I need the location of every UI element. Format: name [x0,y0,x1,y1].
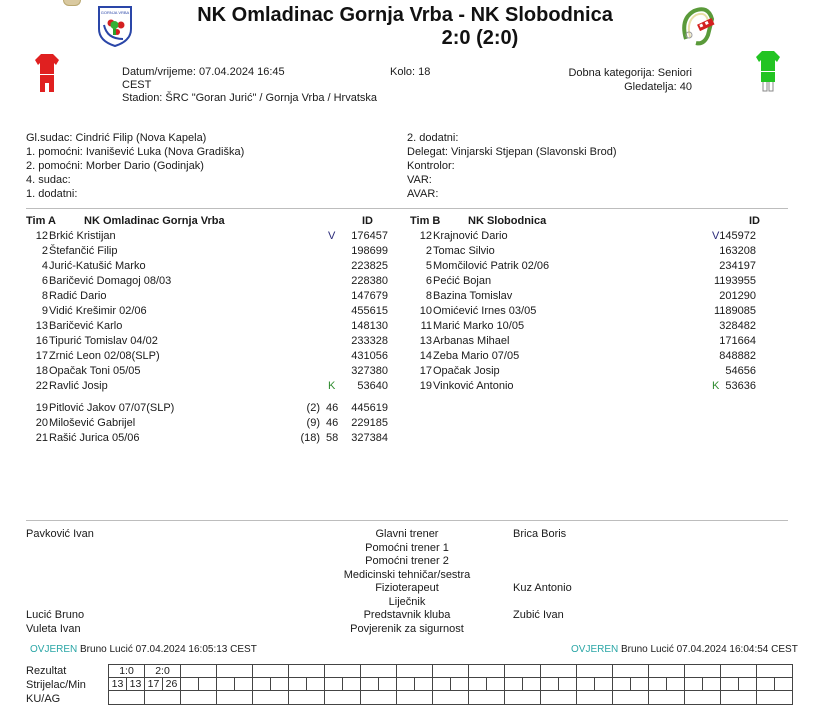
verification-home-text: Bruno Lucić 07.04.2024 16:05:13 CEST [80,644,257,655]
player-row [26,229,390,244]
grid-scorer-cell [541,678,559,691]
grid-result-cell [253,665,289,678]
grid-scorer-cell [469,678,487,691]
officials-right [407,131,617,201]
player-row [410,244,784,259]
verification-away-text: Bruno Lucić 07.04.2024 16:04:54 CEST [621,644,798,655]
player-row [26,349,390,364]
staff-role: Glavni trener [375,528,439,540]
player-number: 17 [419,365,432,377]
player-number: 5 [425,260,432,272]
staff-role: Medicinski tehničar/sestra [343,568,471,581]
official-assistant-2: 2. pomoćni: Morber Dario (Godinjak) [26,160,204,172]
goalkeeper-mark: V [712,230,720,242]
match-timezone: CEST [122,79,152,91]
match-score: 2:0 (2:0) [441,27,519,49]
player-row [410,229,784,244]
age-category: Dobna kategorija: Seniori [568,67,692,79]
player-id: 163208 [719,245,756,257]
player-id: 431056 [351,350,388,362]
player-name: Opačak Josip [433,365,500,377]
player-number: 22 [35,380,48,392]
grid-scorer-cell [451,678,469,691]
grid-label-scorer: Strijelac/Min [26,679,86,691]
grid-scorer-cell [739,678,757,691]
player-row [26,274,390,289]
player-row [26,259,390,274]
player-id: 327380 [351,365,388,377]
player-number: 6 [41,275,48,287]
grid-scorer-cell [217,678,235,691]
team-a-name: NK Omladinac Gornja Vrba [84,215,225,227]
staff-role: Povjerenik za sigurnost [350,622,464,635]
staff-home-name: Pavković Ivan [26,528,94,540]
grid-result-cell [361,665,397,678]
player-id: 228380 [351,275,388,287]
player-name: Marić Marko 10/05 [433,320,525,332]
grid-kuag-cell [757,691,793,705]
player-id: 148130 [351,320,388,332]
official-fourth: 4. sudac: [26,174,71,186]
grid-scorer-cell [235,678,253,691]
grid-result-cell [217,665,253,678]
grid-result-cell [721,665,757,678]
grid-scorer-cell [559,678,577,691]
match-datetime: Datum/vrijeme: 07.04.2024 16:45 [122,66,285,78]
verification-away [571,644,798,655]
official-avar: AVAR: [407,188,439,200]
grid-scorer-cell [595,678,613,691]
player-number: 21 [35,432,48,444]
player-number: 13 [419,335,432,347]
player-row [26,319,390,334]
grid-result-cell [541,665,577,678]
player-name: Opačak Toni 05/05 [49,365,141,377]
grid-scorer-cell [289,678,307,691]
player-number: 17 [35,350,48,362]
grid-scorer-cell: 13 [109,678,127,691]
player-name: Pećić Bojan [433,275,492,287]
player-name: Baričević Karlo [49,320,123,332]
grid-scorer-cell [181,678,199,691]
home-kit-icon [34,53,60,96]
team-b-name: NK Slobodnica [468,215,547,227]
grid-kuag-cell [577,691,613,705]
staff-row [0,609,815,623]
staff-role: Liječnik [388,595,426,608]
grid-kuag-cell [217,691,253,705]
grid-scorer-cell [199,678,217,691]
substitute-row [26,401,390,416]
player-number: 4 [41,260,48,272]
grid-scorer-cell [523,678,541,691]
grid-scorer-cell [649,678,667,691]
staff-row [0,596,815,610]
player-number: 6 [425,275,432,287]
grid-scorer-cell: 26 [163,678,181,691]
grid-kuag-cell [721,691,757,705]
sub-minute: 58 [326,432,339,444]
player-number: 12 [419,230,432,242]
player-number: 8 [425,290,432,302]
replaced-player: (2) [306,402,320,414]
player-id: 327384 [351,432,388,444]
grid-result-cell [577,665,613,678]
grid-result-cell [433,665,469,678]
player-id: 53640 [357,380,388,392]
sub-minute: 46 [326,402,339,414]
player-row [410,289,784,304]
grid-scorer-cell: 17 [145,678,163,691]
player-id: 234197 [719,260,756,272]
official-main-referee: Gl.sudac: Cindrić Filip (Nova Kapela) [26,132,207,144]
staff-row [0,569,815,583]
grid-scorer-cell [505,678,523,691]
captain-mark: K [712,380,720,392]
player-id: 201290 [719,290,756,302]
grid-scorer-cell [757,678,775,691]
staff-row [0,555,815,569]
grid-kuag-cell [109,691,145,705]
grid-kuag-cell [541,691,577,705]
team-a-label: Tim A [26,215,56,227]
replaced-player: (9) [306,417,320,429]
player-name: Pitlović Jakov 07/07(SLP) [49,402,175,414]
team-b-lineup [410,214,784,394]
grid-kuag-cell [397,691,433,705]
staff-home-name: Lucić Bruno [26,609,85,621]
player-number: 2 [425,245,432,257]
svg-text:GORNJA VRBA: GORNJA VRBA [100,10,130,15]
substitute-row [26,416,390,431]
grid-result-cell [685,665,721,678]
staff-role: Pomoćni trener 1 [365,541,449,554]
staff-row [0,623,815,637]
official-assistant-1: 1. pomoćni: Ivanišević Luka (Nova Gradiška) [26,146,245,158]
grid-kuag-cell [613,691,649,705]
staff-away-name: Zubić Ivan [513,609,564,621]
staff-away-name: Brica Boris [513,528,567,540]
player-name: Tomac Silvio [433,245,495,257]
player-name: Arbanas Mihael [433,335,510,347]
player-number: 10 [419,305,432,317]
grid-kuag-cell [253,691,289,705]
team-b-label: Tim B [410,215,441,227]
player-id: 233328 [351,335,388,347]
grid-scorer-cell [361,678,379,691]
staff-row [0,542,815,556]
verification-away-status: OVJEREN [571,644,619,655]
captain-mark: K [328,380,336,392]
grid-kuag-cell [361,691,397,705]
staff-away-name: Kuz Antonio [513,582,572,594]
player-name: Ravlić Josip [49,380,108,392]
spectators: Gledatelja: 40 [624,81,692,93]
player-name: Zrnić Leon 02/08(SLP) [49,350,160,362]
match-stadium: Stadion: ŠRC "Goran Jurić" / Gornja Vrba / Hrvatska [122,92,377,104]
team-b-id-header: ID [749,215,760,227]
grid-result-cell [757,665,793,678]
grid-scorer-cell [487,678,505,691]
grid-row-kuag [109,691,793,705]
staff-home-name: Vuleta Ivan [26,622,81,635]
goalkeeper-mark: V [328,230,336,242]
grid-kuag-cell [289,691,325,705]
grid-scorer-cell [667,678,685,691]
player-name: Omićević Irnes 03/05 [433,305,537,317]
player-name: Krajnović Dario [433,230,508,242]
player-number: 14 [419,350,432,362]
player-id: 198699 [351,245,388,257]
player-row [410,349,784,364]
player-row [410,274,784,289]
official-additional-2: 2. dodatni: [407,132,459,144]
staff-row [0,582,815,596]
player-id: 53636 [725,380,756,392]
player-name: Radić Dario [49,290,107,302]
grid-kuag-cell [181,691,217,705]
grid-scorer-cell [613,678,631,691]
player-id: 223825 [351,260,388,272]
federation-logo [63,0,81,6]
score-grid [108,664,793,705]
grid-kuag-cell [145,691,181,705]
grid-result-cell [181,665,217,678]
player-number: 16 [35,335,48,347]
grid-scorer-cell [703,678,721,691]
grid-scorer-cell [631,678,649,691]
player-name: Brkić Kristijan [49,230,116,242]
grid-result-cell [289,665,325,678]
match-title [140,4,670,50]
grid-scorer-cell [721,678,739,691]
player-id: 1189085 [713,305,756,317]
verification-home [30,644,257,655]
player-id: 54656 [725,365,756,377]
divider-staff [26,520,788,521]
grid-scorer-cell [775,678,793,691]
player-number: 2 [41,245,48,257]
grid-result-cell [469,665,505,678]
player-name: Vidić Krešimir 02/06 [49,305,147,317]
official-additional-1: 1. dodatni: [26,188,78,200]
divider-top [26,208,788,209]
grid-result-cell: 1:0 [109,665,145,678]
player-number: 11 [420,320,432,332]
grid-row-scorer [109,678,793,691]
player-id: 145972 [719,230,756,242]
officials-left [26,131,244,201]
player-id: 455615 [351,305,388,317]
player-number: 19 [35,402,48,414]
player-number: 12 [35,230,48,242]
staff-role: Fizioterapeut [375,582,439,594]
match-round: Kolo: 18 [390,66,431,78]
grid-kuag-cell [325,691,361,705]
grid-kuag-cell [433,691,469,705]
substitute-row [26,431,390,446]
staff-role: Predstavnik kluba [363,609,451,621]
player-row [410,334,784,349]
player-number: 19 [419,380,432,392]
grid-kuag-cell [505,691,541,705]
player-name: Baričević Domagoj 08/03 [49,275,172,287]
staff-section [0,528,815,636]
replaced-player: (18) [300,432,320,444]
player-name: Bazina Tomislav [433,290,513,302]
player-id: 328482 [719,320,756,332]
grid-scorer-cell: 13 [127,678,145,691]
grid-result-cell: 2:0 [145,665,181,678]
player-name: Štefančić Filip [49,245,118,257]
verification-home-status: OVJEREN [30,644,78,655]
player-row [410,304,784,319]
staff-role: Pomoćni trener 2 [365,555,449,567]
player-row [410,364,784,379]
player-number: 8 [41,290,48,302]
grid-scorer-cell [271,678,289,691]
player-row [26,379,390,394]
official-var: VAR: [407,174,432,186]
player-number: 20 [35,417,48,429]
grid-scorer-cell [253,678,271,691]
grid-scorer-cell [433,678,451,691]
player-name: Tipurić Tomislav 04/02 [49,335,158,347]
player-number: 13 [35,320,48,332]
player-id: 229185 [351,417,388,429]
grid-label-result: Rezultat [26,665,67,677]
grid-scorer-cell [577,678,595,691]
player-name: Milošević Gabrijel [49,417,136,429]
staff-row [0,528,815,542]
official-controller: Kontrolor: [407,160,455,172]
grid-scorer-cell [307,678,325,691]
player-row [26,364,390,379]
player-number: 18 [35,365,48,377]
team-a-lineup [26,214,390,446]
grid-scorer-cell [397,678,415,691]
player-name: Vinković Antonio [433,380,514,392]
grid-scorer-cell [379,678,397,691]
grid-result-cell [649,665,685,678]
player-id: 176457 [351,230,388,242]
grid-kuag-cell [649,691,685,705]
player-name: Rašić Jurica 05/06 [49,432,140,444]
player-id: 445619 [351,402,388,414]
player-row [26,244,390,259]
player-row [410,379,784,394]
official-delegate: Delegat: Vinjarski Stjepan (Slavonski Brod) [407,146,617,158]
grid-result-cell [505,665,541,678]
grid-label-kuag: KU/AG [26,693,61,705]
player-id: 171664 [719,335,756,347]
player-name: Zeba Mario 07/05 [433,350,520,362]
grid-result-cell [325,665,361,678]
match-teams: NK Omladinac Gornja Vrba - NK Slobodnica [197,4,613,26]
player-row [410,319,784,334]
player-row [26,289,390,304]
away-kit-icon [755,50,781,95]
player-name: Momčilović Patrik 02/06 [433,260,550,272]
player-id: 1193955 [713,275,756,287]
home-club-logo [97,5,133,47]
grid-row-result [109,665,793,678]
player-row [410,259,784,274]
grid-scorer-cell [325,678,343,691]
team-a-id-header: ID [362,215,373,227]
grid-result-cell [397,665,433,678]
player-row [26,334,390,349]
grid-scorer-cell [343,678,361,691]
grid-result-cell [613,665,649,678]
grid-kuag-cell [469,691,505,705]
grid-scorer-cell [685,678,703,691]
player-number: 9 [41,305,48,317]
grid-kuag-cell [685,691,721,705]
player-name: Jurić-Katušić Marko [49,260,146,272]
away-club-logo [678,5,718,47]
sub-minute: 46 [326,417,339,429]
player-id: 147679 [351,290,388,302]
grid-scorer-cell [415,678,433,691]
player-row [26,304,390,319]
player-id: 848882 [719,350,756,362]
